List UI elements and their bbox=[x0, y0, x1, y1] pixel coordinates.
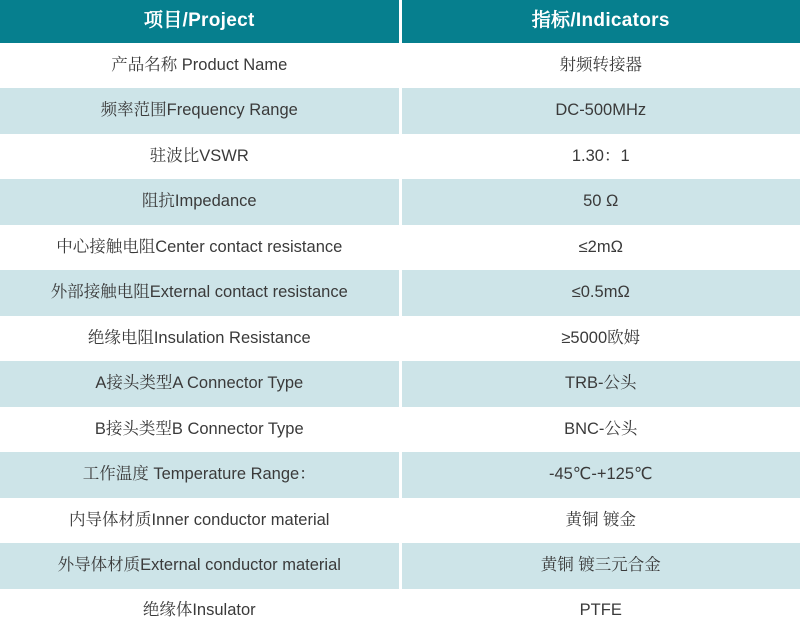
table-row bbox=[0, 589, 800, 634]
row-label-cell: 绝缘电阻Insulation Resistance bbox=[0, 316, 399, 361]
row-value-cell: PTFE bbox=[402, 589, 800, 634]
row-label-cell: 中心接触电阻Center contact resistance bbox=[0, 225, 399, 270]
row-value-cell: 黄铜 镀三元合金 bbox=[402, 543, 800, 588]
header-cell-indicators: 指标/Indicators bbox=[402, 0, 800, 43]
table-row bbox=[0, 134, 800, 179]
table-header-row bbox=[0, 0, 800, 43]
header-cell-project: 项目/Project bbox=[0, 0, 399, 43]
row-value-cell: 50 Ω bbox=[402, 179, 800, 224]
row-label-cell: 驻波比VSWR bbox=[0, 134, 399, 179]
table-row bbox=[0, 225, 800, 270]
table-row bbox=[0, 270, 800, 315]
row-label-cell: 频率范围Frequency Range bbox=[0, 88, 399, 133]
row-value-cell: ≥5000欧姆 bbox=[402, 316, 800, 361]
table-row bbox=[0, 407, 800, 452]
row-value-cell: ≤2mΩ bbox=[402, 225, 800, 270]
row-label-cell: B接头类型B Connector Type bbox=[0, 407, 399, 452]
row-value-cell: DC-500MHz bbox=[402, 88, 800, 133]
row-label-cell: 外部接触电阻External contact resistance bbox=[0, 270, 399, 315]
row-value-cell: TRB-公头 bbox=[402, 361, 800, 406]
row-label-cell: 外导体材质External conductor material bbox=[0, 543, 399, 588]
row-value-cell: -45℃-+125℃ bbox=[402, 452, 800, 497]
row-value-cell: ≤0.5mΩ bbox=[402, 270, 800, 315]
table-row bbox=[0, 361, 800, 406]
table-row bbox=[0, 88, 800, 133]
table-row bbox=[0, 316, 800, 361]
row-label-cell: 产品名称 Product Name bbox=[0, 43, 399, 88]
row-value-cell: BNC-公头 bbox=[402, 407, 800, 452]
row-label-cell: 内导体材质Inner conductor material bbox=[0, 498, 399, 543]
table-row bbox=[0, 179, 800, 224]
table-row bbox=[0, 543, 800, 588]
table-row bbox=[0, 452, 800, 497]
row-value-cell: 黄铜 镀金 bbox=[402, 498, 800, 543]
row-label-cell: 绝缘体Insulator bbox=[0, 589, 399, 634]
row-label-cell: A接头类型A Connector Type bbox=[0, 361, 399, 406]
row-label-cell: 工作温度 Temperature Range： bbox=[0, 452, 399, 497]
row-label-cell: 阻抗Impedance bbox=[0, 179, 399, 224]
table-row bbox=[0, 498, 800, 543]
table-row bbox=[0, 43, 800, 88]
row-value-cell: 射频转接器 bbox=[402, 43, 800, 88]
row-value-cell: 1.30：1 bbox=[402, 134, 800, 179]
